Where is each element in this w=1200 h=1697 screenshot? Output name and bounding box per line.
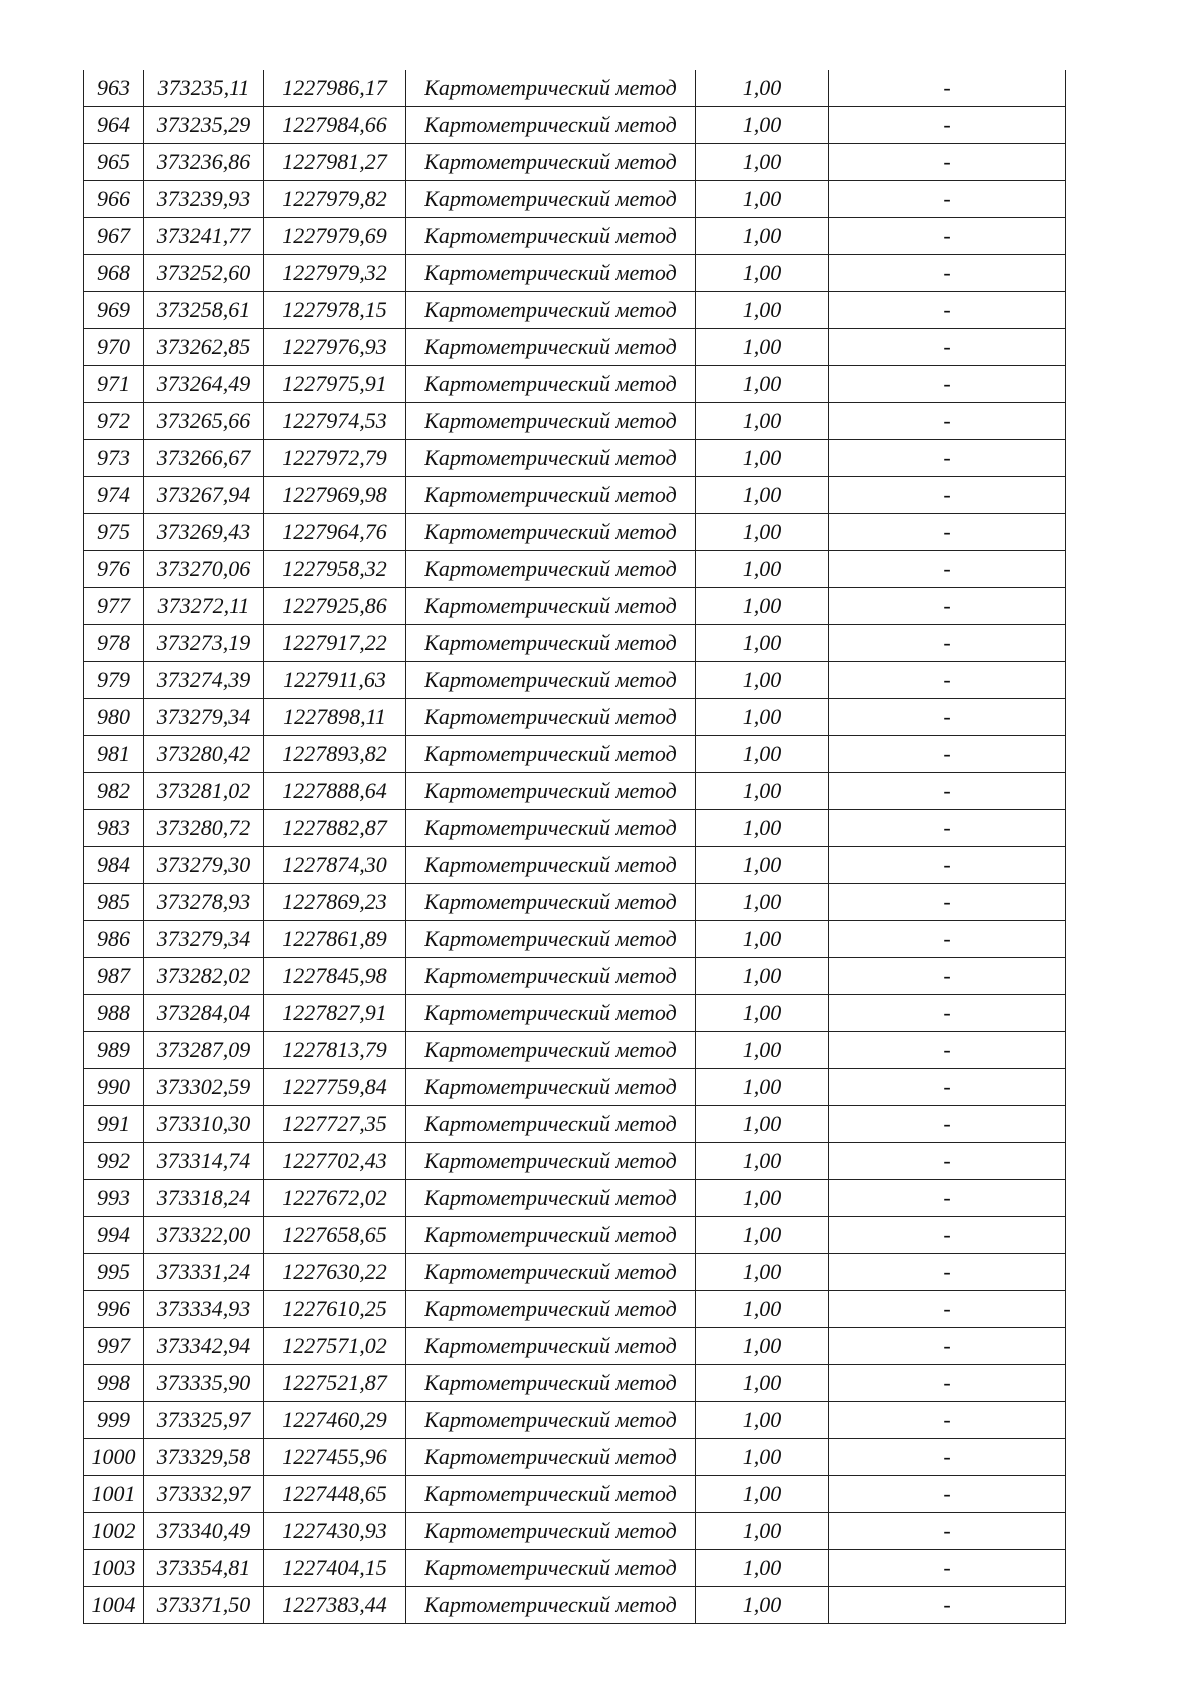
accuracy-cell: 1,00 [696, 403, 829, 440]
x-coordinate-cell: 373318,24 [144, 1180, 264, 1217]
description-cell: - [829, 1143, 1066, 1180]
description-cell: - [829, 1550, 1066, 1587]
description-cell: - [829, 1439, 1066, 1476]
point-number-cell: 964 [84, 107, 144, 144]
description-cell: - [829, 403, 1066, 440]
point-number-cell: 998 [84, 1365, 144, 1402]
y-coordinate-cell: 1227917,22 [264, 625, 406, 662]
table-row [84, 1032, 1066, 1069]
x-coordinate-cell: 373267,94 [144, 477, 264, 514]
method-cell: Картометрический метод [406, 403, 696, 440]
table-row [84, 1439, 1066, 1476]
description-cell: - [829, 1180, 1066, 1217]
y-coordinate-cell: 1227813,79 [264, 1032, 406, 1069]
description-cell: - [829, 810, 1066, 847]
table-row [84, 329, 1066, 366]
accuracy-cell: 1,00 [696, 551, 829, 588]
x-coordinate-cell: 373235,11 [144, 70, 264, 107]
method-cell: Картометрический метод [406, 1143, 696, 1180]
table-row [84, 181, 1066, 218]
x-coordinate-cell: 373281,02 [144, 773, 264, 810]
y-coordinate-cell: 1227874,30 [264, 847, 406, 884]
x-coordinate-cell: 373239,93 [144, 181, 264, 218]
point-number-cell: 989 [84, 1032, 144, 1069]
method-cell: Картометрический метод [406, 699, 696, 736]
point-number-cell: 974 [84, 477, 144, 514]
method-cell: Картометрический метод [406, 1254, 696, 1291]
accuracy-cell: 1,00 [696, 366, 829, 403]
y-coordinate-cell: 1227658,65 [264, 1217, 406, 1254]
method-cell: Картометрический метод [406, 70, 696, 107]
y-coordinate-cell: 1227911,63 [264, 662, 406, 699]
description-cell: - [829, 1032, 1066, 1069]
table-row [84, 1365, 1066, 1402]
description-cell: - [829, 847, 1066, 884]
table-row [84, 1402, 1066, 1439]
method-cell: Картометрический метод [406, 1513, 696, 1550]
point-number-cell: 969 [84, 292, 144, 329]
y-coordinate-cell: 1227925,86 [264, 588, 406, 625]
point-number-cell: 970 [84, 329, 144, 366]
point-number-cell: 967 [84, 218, 144, 255]
accuracy-cell: 1,00 [696, 1217, 829, 1254]
x-coordinate-cell: 373371,50 [144, 1587, 264, 1624]
accuracy-cell: 1,00 [696, 1587, 829, 1624]
y-coordinate-cell: 1227383,44 [264, 1587, 406, 1624]
accuracy-cell: 1,00 [696, 1254, 829, 1291]
method-cell: Картометрический метод [406, 921, 696, 958]
point-number-cell: 988 [84, 995, 144, 1032]
method-cell: Картометрический метод [406, 514, 696, 551]
point-number-cell: 983 [84, 810, 144, 847]
table-row [84, 1513, 1066, 1550]
description-cell: - [829, 366, 1066, 403]
table-row [84, 403, 1066, 440]
table-row [84, 1328, 1066, 1365]
accuracy-cell: 1,00 [696, 699, 829, 736]
table-row [84, 70, 1066, 107]
x-coordinate-cell: 373310,30 [144, 1106, 264, 1143]
point-number-cell: 976 [84, 551, 144, 588]
accuracy-cell: 1,00 [696, 329, 829, 366]
y-coordinate-cell: 1227986,17 [264, 70, 406, 107]
table-row [84, 1217, 1066, 1254]
x-coordinate-cell: 373354,81 [144, 1550, 264, 1587]
accuracy-cell: 1,00 [696, 1328, 829, 1365]
x-coordinate-cell: 373331,24 [144, 1254, 264, 1291]
x-coordinate-cell: 373314,74 [144, 1143, 264, 1180]
point-number-cell: 978 [84, 625, 144, 662]
y-coordinate-cell: 1227610,25 [264, 1291, 406, 1328]
x-coordinate-cell: 373325,97 [144, 1402, 264, 1439]
table-row [84, 1587, 1066, 1624]
x-coordinate-cell: 373282,02 [144, 958, 264, 995]
x-coordinate-cell: 373274,39 [144, 662, 264, 699]
point-number-cell: 980 [84, 699, 144, 736]
table-row [84, 847, 1066, 884]
point-number-cell: 991 [84, 1106, 144, 1143]
method-cell: Картометрический метод [406, 1328, 696, 1365]
point-number-cell: 986 [84, 921, 144, 958]
description-cell: - [829, 292, 1066, 329]
y-coordinate-cell: 1227759,84 [264, 1069, 406, 1106]
point-number-cell: 984 [84, 847, 144, 884]
accuracy-cell: 1,00 [696, 1291, 829, 1328]
y-coordinate-cell: 1227888,64 [264, 773, 406, 810]
accuracy-cell: 1,00 [696, 736, 829, 773]
point-number-cell: 1001 [84, 1476, 144, 1513]
description-cell: - [829, 1402, 1066, 1439]
description-cell: - [829, 255, 1066, 292]
table-row [84, 1254, 1066, 1291]
method-cell: Картометрический метод [406, 181, 696, 218]
method-cell: Картометрический метод [406, 1217, 696, 1254]
x-coordinate-cell: 373322,00 [144, 1217, 264, 1254]
description-cell: - [829, 958, 1066, 995]
x-coordinate-cell: 373252,60 [144, 255, 264, 292]
method-cell: Картометрический метод [406, 477, 696, 514]
x-coordinate-cell: 373332,97 [144, 1476, 264, 1513]
description-cell: - [829, 70, 1066, 107]
description-cell: - [829, 477, 1066, 514]
method-cell: Картометрический метод [406, 847, 696, 884]
accuracy-cell: 1,00 [696, 292, 829, 329]
table-row [84, 1291, 1066, 1328]
point-number-cell: 966 [84, 181, 144, 218]
accuracy-cell: 1,00 [696, 477, 829, 514]
accuracy-cell: 1,00 [696, 1106, 829, 1143]
description-cell: - [829, 995, 1066, 1032]
description-cell: - [829, 440, 1066, 477]
y-coordinate-cell: 1227979,82 [264, 181, 406, 218]
accuracy-cell: 1,00 [696, 625, 829, 662]
x-coordinate-cell: 373279,34 [144, 699, 264, 736]
method-cell: Картометрический метод [406, 1106, 696, 1143]
accuracy-cell: 1,00 [696, 995, 829, 1032]
description-cell: - [829, 736, 1066, 773]
y-coordinate-cell: 1227981,27 [264, 144, 406, 181]
table-row [84, 1476, 1066, 1513]
y-coordinate-cell: 1227893,82 [264, 736, 406, 773]
point-number-cell: 981 [84, 736, 144, 773]
x-coordinate-cell: 373284,04 [144, 995, 264, 1032]
accuracy-cell: 1,00 [696, 1143, 829, 1180]
table-row [84, 551, 1066, 588]
accuracy-cell: 1,00 [696, 588, 829, 625]
accuracy-cell: 1,00 [696, 810, 829, 847]
y-coordinate-cell: 1227975,91 [264, 366, 406, 403]
table-row [84, 958, 1066, 995]
accuracy-cell: 1,00 [696, 1402, 829, 1439]
table-row [84, 921, 1066, 958]
description-cell: - [829, 699, 1066, 736]
method-cell: Картометрический метод [406, 144, 696, 181]
description-cell: - [829, 921, 1066, 958]
point-number-cell: 977 [84, 588, 144, 625]
accuracy-cell: 1,00 [696, 514, 829, 551]
method-cell: Картометрический метод [406, 551, 696, 588]
table-row [84, 625, 1066, 662]
description-cell: - [829, 1069, 1066, 1106]
x-coordinate-cell: 373278,93 [144, 884, 264, 921]
point-number-cell: 997 [84, 1328, 144, 1365]
table-row [84, 107, 1066, 144]
point-number-cell: 1002 [84, 1513, 144, 1550]
description-cell: - [829, 662, 1066, 699]
y-coordinate-cell: 1227979,32 [264, 255, 406, 292]
x-coordinate-cell: 373302,59 [144, 1069, 264, 1106]
y-coordinate-cell: 1227430,93 [264, 1513, 406, 1550]
accuracy-cell: 1,00 [696, 218, 829, 255]
method-cell: Картометрический метод [406, 1180, 696, 1217]
x-coordinate-cell: 373287,09 [144, 1032, 264, 1069]
method-cell: Картометрический метод [406, 255, 696, 292]
description-cell: - [829, 1291, 1066, 1328]
accuracy-cell: 1,00 [696, 958, 829, 995]
table-row [84, 773, 1066, 810]
table-row [84, 1069, 1066, 1106]
accuracy-cell: 1,00 [696, 847, 829, 884]
point-number-cell: 979 [84, 662, 144, 699]
accuracy-cell: 1,00 [696, 662, 829, 699]
x-coordinate-cell: 373280,42 [144, 736, 264, 773]
y-coordinate-cell: 1227964,76 [264, 514, 406, 551]
method-cell: Картометрический метод [406, 1550, 696, 1587]
point-number-cell: 971 [84, 366, 144, 403]
description-cell: - [829, 1217, 1066, 1254]
x-coordinate-cell: 373342,94 [144, 1328, 264, 1365]
y-coordinate-cell: 1227460,29 [264, 1402, 406, 1439]
accuracy-cell: 1,00 [696, 1476, 829, 1513]
coordinates-table [83, 70, 1066, 1624]
x-coordinate-cell: 373269,43 [144, 514, 264, 551]
method-cell: Картометрический метод [406, 440, 696, 477]
point-number-cell: 993 [84, 1180, 144, 1217]
y-coordinate-cell: 1227898,11 [264, 699, 406, 736]
y-coordinate-cell: 1227455,96 [264, 1439, 406, 1476]
point-number-cell: 975 [84, 514, 144, 551]
x-coordinate-cell: 373335,90 [144, 1365, 264, 1402]
table-row [84, 1550, 1066, 1587]
point-number-cell: 995 [84, 1254, 144, 1291]
x-coordinate-cell: 373262,85 [144, 329, 264, 366]
method-cell: Картометрический метод [406, 662, 696, 699]
accuracy-cell: 1,00 [696, 921, 829, 958]
description-cell: - [829, 218, 1066, 255]
method-cell: Картометрический метод [406, 292, 696, 329]
accuracy-cell: 1,00 [696, 144, 829, 181]
x-coordinate-cell: 373334,93 [144, 1291, 264, 1328]
description-cell: - [829, 107, 1066, 144]
method-cell: Картометрический метод [406, 958, 696, 995]
x-coordinate-cell: 373279,30 [144, 847, 264, 884]
description-cell: - [829, 514, 1066, 551]
y-coordinate-cell: 1227974,53 [264, 403, 406, 440]
point-number-cell: 972 [84, 403, 144, 440]
accuracy-cell: 1,00 [696, 70, 829, 107]
table-row [84, 255, 1066, 292]
y-coordinate-cell: 1227958,32 [264, 551, 406, 588]
description-cell: - [829, 588, 1066, 625]
table-row [84, 1143, 1066, 1180]
x-coordinate-cell: 373329,58 [144, 1439, 264, 1476]
point-number-cell: 1000 [84, 1439, 144, 1476]
x-coordinate-cell: 373340,49 [144, 1513, 264, 1550]
accuracy-cell: 1,00 [696, 440, 829, 477]
point-number-cell: 987 [84, 958, 144, 995]
accuracy-cell: 1,00 [696, 1180, 829, 1217]
y-coordinate-cell: 1227869,23 [264, 884, 406, 921]
x-coordinate-cell: 373272,11 [144, 588, 264, 625]
y-coordinate-cell: 1227978,15 [264, 292, 406, 329]
accuracy-cell: 1,00 [696, 181, 829, 218]
method-cell: Картометрический метод [406, 1069, 696, 1106]
y-coordinate-cell: 1227969,98 [264, 477, 406, 514]
method-cell: Картометрический метод [406, 1365, 696, 1402]
y-coordinate-cell: 1227630,22 [264, 1254, 406, 1291]
description-cell: - [829, 1254, 1066, 1291]
accuracy-cell: 1,00 [696, 1032, 829, 1069]
method-cell: Картометрический метод [406, 810, 696, 847]
x-coordinate-cell: 373280,72 [144, 810, 264, 847]
x-coordinate-cell: 373270,06 [144, 551, 264, 588]
table-row [84, 699, 1066, 736]
accuracy-cell: 1,00 [696, 1439, 829, 1476]
table-row [84, 1106, 1066, 1143]
method-cell: Картометрический метод [406, 1439, 696, 1476]
accuracy-cell: 1,00 [696, 107, 829, 144]
table-row [84, 995, 1066, 1032]
description-cell: - [829, 329, 1066, 366]
y-coordinate-cell: 1227976,93 [264, 329, 406, 366]
y-coordinate-cell: 1227972,79 [264, 440, 406, 477]
point-number-cell: 999 [84, 1402, 144, 1439]
point-number-cell: 982 [84, 773, 144, 810]
description-cell: - [829, 1513, 1066, 1550]
y-coordinate-cell: 1227984,66 [264, 107, 406, 144]
method-cell: Картометрический метод [406, 995, 696, 1032]
table-row [84, 884, 1066, 921]
y-coordinate-cell: 1227979,69 [264, 218, 406, 255]
accuracy-cell: 1,00 [696, 255, 829, 292]
x-coordinate-cell: 373266,67 [144, 440, 264, 477]
table-row [84, 477, 1066, 514]
y-coordinate-cell: 1227448,65 [264, 1476, 406, 1513]
description-cell: - [829, 625, 1066, 662]
y-coordinate-cell: 1227672,02 [264, 1180, 406, 1217]
method-cell: Картометрический метод [406, 1032, 696, 1069]
table-row [84, 292, 1066, 329]
method-cell: Картометрический метод [406, 625, 696, 662]
description-cell: - [829, 551, 1066, 588]
method-cell: Картометрический метод [406, 1402, 696, 1439]
method-cell: Картометрический метод [406, 107, 696, 144]
x-coordinate-cell: 373258,61 [144, 292, 264, 329]
point-number-cell: 965 [84, 144, 144, 181]
table-row [84, 736, 1066, 773]
y-coordinate-cell: 1227845,98 [264, 958, 406, 995]
description-cell: - [829, 1476, 1066, 1513]
y-coordinate-cell: 1227827,91 [264, 995, 406, 1032]
point-number-cell: 1003 [84, 1550, 144, 1587]
point-number-cell: 1004 [84, 1587, 144, 1624]
point-number-cell: 996 [84, 1291, 144, 1328]
x-coordinate-cell: 373279,34 [144, 921, 264, 958]
coordinates-table-body [84, 70, 1066, 1624]
y-coordinate-cell: 1227404,15 [264, 1550, 406, 1587]
point-number-cell: 990 [84, 1069, 144, 1106]
table-row [84, 440, 1066, 477]
x-coordinate-cell: 373236,86 [144, 144, 264, 181]
table-row [84, 662, 1066, 699]
x-coordinate-cell: 373241,77 [144, 218, 264, 255]
table-row [84, 588, 1066, 625]
description-cell: - [829, 144, 1066, 181]
method-cell: Картометрический метод [406, 366, 696, 403]
method-cell: Картометрический метод [406, 773, 696, 810]
method-cell: Картометрический метод [406, 1587, 696, 1624]
y-coordinate-cell: 1227882,87 [264, 810, 406, 847]
accuracy-cell: 1,00 [696, 1513, 829, 1550]
method-cell: Картометрический метод [406, 1476, 696, 1513]
table-row [84, 218, 1066, 255]
method-cell: Картометрический метод [406, 218, 696, 255]
description-cell: - [829, 1587, 1066, 1624]
method-cell: Картометрический метод [406, 884, 696, 921]
x-coordinate-cell: 373265,66 [144, 403, 264, 440]
table-row [84, 366, 1066, 403]
accuracy-cell: 1,00 [696, 773, 829, 810]
point-number-cell: 963 [84, 70, 144, 107]
accuracy-cell: 1,00 [696, 1550, 829, 1587]
description-cell: - [829, 884, 1066, 921]
table-row [84, 1180, 1066, 1217]
y-coordinate-cell: 1227727,35 [264, 1106, 406, 1143]
accuracy-cell: 1,00 [696, 1069, 829, 1106]
point-number-cell: 968 [84, 255, 144, 292]
accuracy-cell: 1,00 [696, 1365, 829, 1402]
y-coordinate-cell: 1227702,43 [264, 1143, 406, 1180]
description-cell: - [829, 181, 1066, 218]
table-row [84, 810, 1066, 847]
point-number-cell: 985 [84, 884, 144, 921]
y-coordinate-cell: 1227571,02 [264, 1328, 406, 1365]
method-cell: Картометрический метод [406, 588, 696, 625]
x-coordinate-cell: 373273,19 [144, 625, 264, 662]
x-coordinate-cell: 373264,49 [144, 366, 264, 403]
table-row [84, 514, 1066, 551]
y-coordinate-cell: 1227521,87 [264, 1365, 406, 1402]
table-row [84, 144, 1066, 181]
y-coordinate-cell: 1227861,89 [264, 921, 406, 958]
description-cell: - [829, 1106, 1066, 1143]
point-number-cell: 994 [84, 1217, 144, 1254]
description-cell: - [829, 1365, 1066, 1402]
description-cell: - [829, 773, 1066, 810]
method-cell: Картометрический метод [406, 736, 696, 773]
x-coordinate-cell: 373235,29 [144, 107, 264, 144]
method-cell: Картометрический метод [406, 329, 696, 366]
description-cell: - [829, 1328, 1066, 1365]
method-cell: Картометрический метод [406, 1291, 696, 1328]
point-number-cell: 973 [84, 440, 144, 477]
accuracy-cell: 1,00 [696, 884, 829, 921]
point-number-cell: 992 [84, 1143, 144, 1180]
